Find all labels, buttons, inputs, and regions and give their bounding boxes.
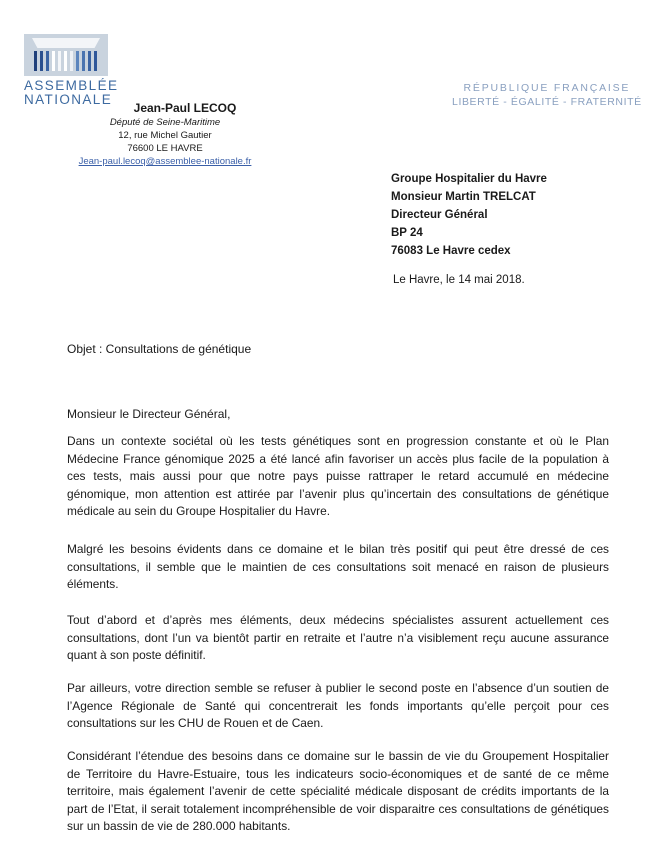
recipient-person: Monsieur Martin TRELCAT xyxy=(391,191,536,203)
recipient-city: 76083 Le Havre cedex xyxy=(391,245,511,257)
republic-motto xyxy=(452,81,642,109)
sender-city: 76600 LE HAVRE xyxy=(127,143,203,154)
sender-email-link[interactable]: Jean-paul.lecoq@assemblee-nationale.fr xyxy=(78,156,252,167)
letter-subject: Objet : Consultations de génétique xyxy=(67,342,252,356)
recipient-title: Directeur Général xyxy=(391,209,488,221)
body-paragraph-4: Par ailleurs, votre direction semble se refuser à publier le second poste en l’absence d’un soutien de l’Agence Régionale de Santé qui concentrerait les fonds importants qu’elle perçoit pour ces consultations sur les CHU de Rouen et de Caen. xyxy=(67,681,609,730)
body-paragraph-3: Tout d’abord et d’après mes éléments, deux médecins spécialistes assurent actuellement ces consultations, dont l’un va bientôt partir en retraite et l’autre n’a visiblement reçu aucune assurance quant à son poste définitif. xyxy=(67,613,609,662)
sender-street: 12, rue Michel Gautier xyxy=(118,130,212,141)
letter-date: Le Havre, le 14 mai 2018. xyxy=(393,274,525,286)
logo-line-1: ASSEMBLÉE xyxy=(24,78,119,93)
body-paragraph-1: Dans un contexte sociétal où les tests génétiques sont en progression constante et où le Plan Médecine France génomique 2025 a été lancé afin favoriser un accès plus facile de la population à ces tests, mais aussi pour que notre pays puisse rattraper le retard accumulé en médecine génomique, mon attention est attirée par l’avenir plus qu’incertain des consultations de génétique médicale au sein du Groupe Hospitalier du Havre. xyxy=(67,434,609,518)
letter-salutation: Monsieur le Directeur Général, xyxy=(67,407,231,421)
recipient-address xyxy=(391,170,547,260)
republic-name: RÉPUBLIQUE FRANÇAISE xyxy=(463,82,631,94)
sender-name: Jean-Paul LECOQ xyxy=(133,101,237,115)
recipient-box: BP 24 xyxy=(391,227,423,239)
sender-role: Député de Seine-Maritime xyxy=(109,117,221,128)
logo-line-2: NATIONALE xyxy=(24,92,113,107)
body-paragraph-2: Malgré les besoins évidents dans ce domaine et le bilan très positif qui peut être dressé de ces consultations, il semble que le maintien de ces consultations soit menacé en raison de plusieurs éléments. xyxy=(67,542,609,591)
recipient-organization: Groupe Hospitalier du Havre xyxy=(391,173,547,185)
assemblee-nationale-building-icon xyxy=(24,34,108,76)
republic-motto-text: LIBERTÉ - ÉGALITÉ - FRATERNITÉ xyxy=(452,96,642,108)
sender-block xyxy=(70,100,260,168)
body-paragraph-5: Considérant l’étendue des besoins dans ce domaine sur le bassin de vie du Groupement Hospitalier de Territoire du Havre-Estuaire, tous les indicateurs socio-économiques et de santé de ce même territoire, mais également l’avenir de cette spécialité médicale disposant de crédits importants de la part de l’Etat, il serait totalement incompréhensible de voir disparaitre ces consultations de génétiques sur un bassin de vie de 280.000 habitants. xyxy=(67,749,609,833)
assemblee-nationale-logo xyxy=(24,34,119,107)
